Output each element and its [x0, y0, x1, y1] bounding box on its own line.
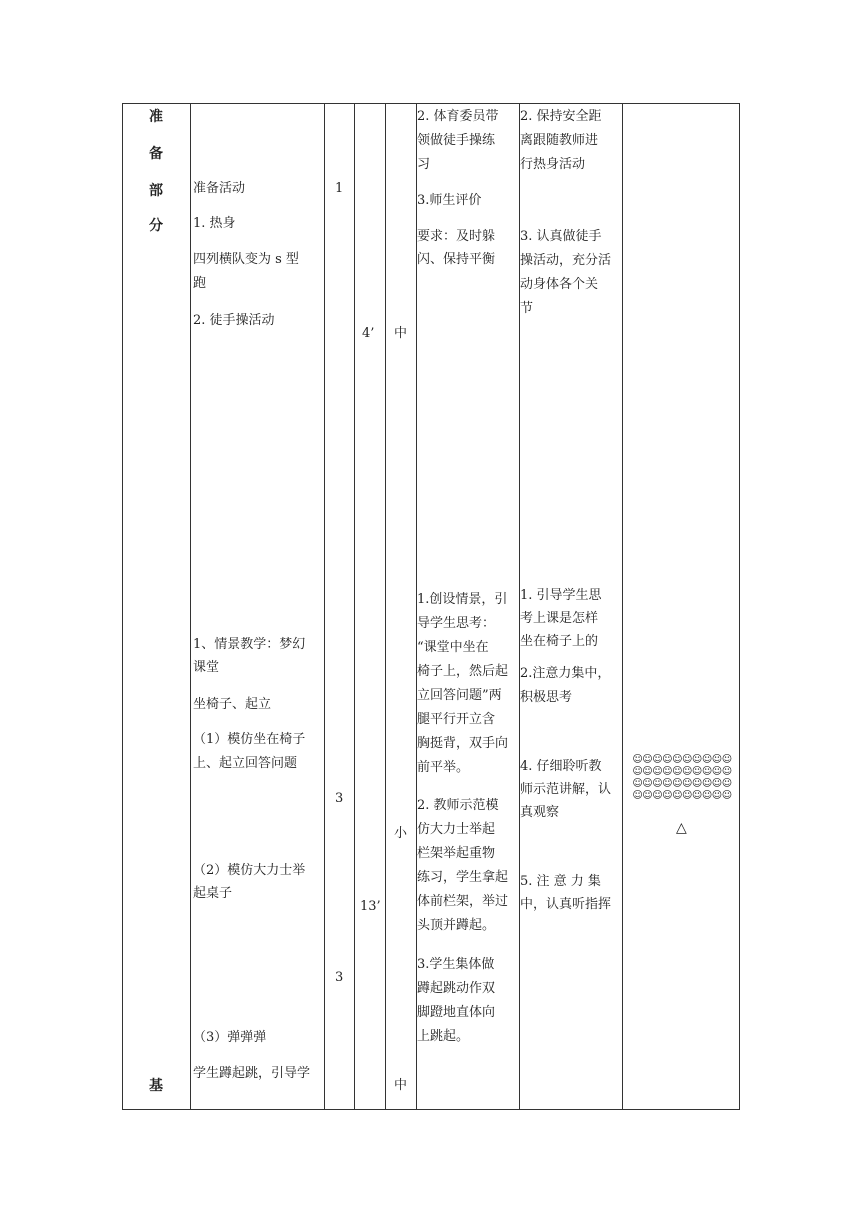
teacher-q2-line3: 栏架举起重物	[417, 846, 496, 861]
teacher-q1-line6: 腿平行开立含	[417, 712, 496, 727]
teacher-q2-line6: 头顶并蹲起。	[417, 918, 496, 933]
duration-1: 4’	[362, 326, 375, 341]
content-scene-line2: 课堂	[193, 660, 220, 675]
teacher-q2-line4: 练习，学生拿起	[417, 870, 509, 885]
student-q1-line1: 1. 引导学生思	[520, 588, 602, 603]
content-item3-desc: 学生蹲起跳，引导学	[193, 1066, 311, 1081]
content-scene-line1: 1、情景教学：梦幻	[193, 637, 306, 652]
content-item1-line1: （1）模仿坐在椅子	[193, 732, 306, 747]
formation-row-2: ☺☺☺☺☺☺☺☺☺☺	[632, 766, 732, 777]
content-prep-activity: 准备活动	[193, 181, 246, 196]
teacher-q1-line8: 前平举。	[417, 760, 470, 775]
student-p2-line3: 动身体各个关	[520, 277, 599, 292]
teacher-p2: 3.师生评价	[417, 193, 482, 208]
teacher-q3-line1: 3.学生集体做	[417, 957, 495, 972]
section-char-3: 部	[149, 183, 163, 199]
formation-row-1: ☺☺☺☺☺☺☺☺☺☺	[632, 754, 732, 765]
student-q2-line1: 2.注意力集中，	[520, 666, 611, 681]
teacher-q1-line1: 1.创设情景，引	[417, 592, 508, 607]
teacher-q2-line5: 体前栏架，举过	[417, 894, 509, 909]
teacher-p3-line2: 闪、保持平衡	[417, 252, 496, 267]
intensity-3: 中	[394, 1078, 408, 1093]
teacher-p1-line3: 习	[417, 157, 431, 172]
content-item1-line2: 上、起立回答问题	[193, 756, 298, 771]
teacher-q2-line2: 仿大力士举起	[417, 822, 496, 837]
formation-row-3: ☺☺☺☺☺☺☺☺☺☺	[632, 778, 732, 789]
teacher-q3-line3: 脚蹬地直体向	[417, 1005, 496, 1020]
formation-row-4: ☺☺☺☺☺☺☺☺☺☺	[632, 790, 732, 801]
student-p1-line2: 离跟随教师进	[520, 133, 599, 148]
count-2: 3	[335, 791, 344, 806]
formation-diagram	[627, 754, 737, 802]
table-bottom-border	[122, 1109, 740, 1110]
count-1: 1	[335, 181, 344, 196]
teacher-q1-line5: 立回答问题”两	[417, 688, 502, 703]
student-q1-line3: 坐在椅子上的	[520, 634, 599, 649]
student-q1-line2: 考上课是怎样	[520, 611, 599, 626]
student-q4-line1: 5. 注 意 力 集	[520, 874, 601, 889]
student-p1-line1: 2. 保持安全距	[520, 109, 602, 124]
teacher-q1-line7: 胸挺背，双手向	[417, 736, 509, 751]
section-char-basic: 基	[149, 1078, 163, 1094]
duration-2: 13’	[360, 899, 381, 914]
teacher-p3-line1: 要求：及时躲	[417, 229, 496, 244]
count-3: 3	[335, 970, 344, 985]
content-run-line2: 跑	[193, 276, 207, 291]
col-divider-1	[190, 103, 191, 1110]
teacher-p1-line1: 2. 体育委员带	[417, 109, 499, 124]
teacher-q1-line2: 导学生思考：	[417, 616, 496, 631]
student-p1-line3: 行热身活动	[520, 157, 586, 172]
teacher-position-icon: △	[676, 820, 687, 836]
col-divider-2	[324, 103, 325, 1110]
col-divider-7	[622, 103, 623, 1110]
intensity-1: 中	[394, 326, 408, 341]
intensity-2: 小	[394, 826, 408, 841]
student-p2-line2: 操活动，充分活	[520, 253, 612, 268]
section-char-2: 备	[149, 146, 163, 162]
table-left-border	[122, 103, 123, 1110]
content-item2-line1: （2）模仿大力士举	[193, 863, 306, 878]
student-p2-line1: 3. 认真做徒手	[520, 229, 602, 244]
content-item2-line2: 起桌子	[193, 886, 233, 901]
teacher-q3-line4: 上跳起。	[417, 1029, 470, 1044]
student-q4-line2: 中，认真听指挥	[520, 897, 612, 912]
content-warmup: 1. 热身	[193, 216, 236, 231]
section-char-4: 分	[149, 218, 163, 234]
content-run-line1: 四列横队变为 s 型	[193, 252, 299, 267]
content-chair-stand: 坐椅子、起立	[193, 697, 272, 712]
col-divider-4	[385, 103, 386, 1110]
student-q3-line2: 师示范讲解，认	[520, 782, 612, 797]
student-q2-line2: 积极思考	[520, 690, 573, 705]
table-right-border	[739, 103, 740, 1110]
section-char-1: 准	[149, 109, 163, 125]
student-q3-line1: 4. 仔细聆听教	[520, 759, 602, 774]
student-q3-line3: 真观察	[520, 805, 560, 820]
content-item3: （3）弹弹弹	[193, 1030, 267, 1045]
table-top-border	[122, 103, 740, 104]
content-freehand: 2. 徒手操活动	[193, 313, 275, 328]
teacher-q2-line1: 2. 教师示范模	[417, 798, 499, 813]
teacher-q3-line2: 蹲起跳动作双	[417, 981, 496, 996]
teacher-q1-line4: 椅子上，然后起	[417, 664, 509, 679]
teacher-q1-line3: “课堂中坐在	[417, 640, 489, 655]
teacher-p1-line2: 领做徒手操练	[417, 133, 496, 148]
col-divider-3	[354, 103, 355, 1110]
student-p2-line4: 节	[520, 301, 534, 316]
